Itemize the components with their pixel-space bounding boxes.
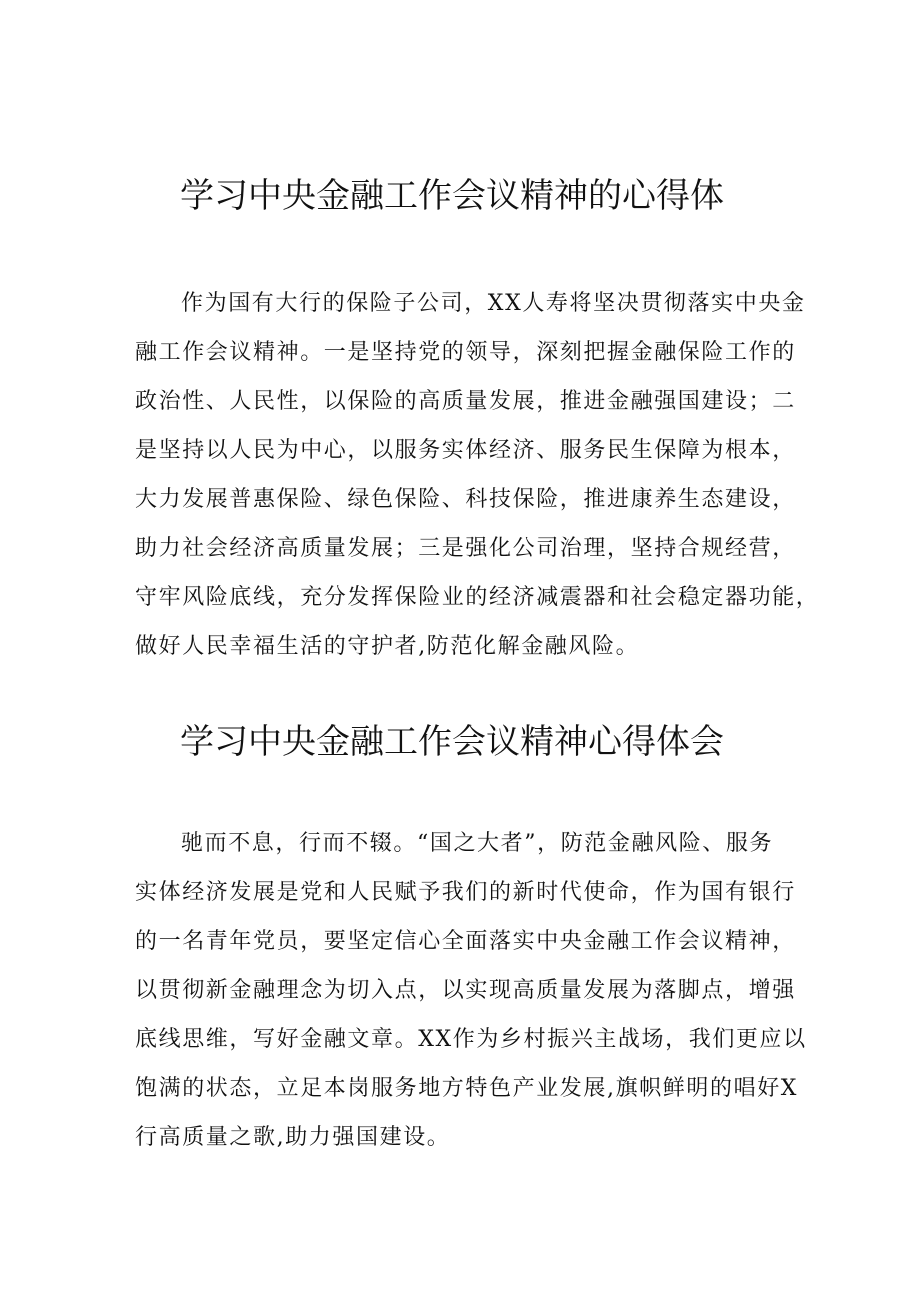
paragraph-line: 融工作会议精神。一是坚持党的领导，深刻把握金融保险工作的: [135, 340, 796, 365]
paragraph-line: 作为国有大行的保险子公司，XX人寿将坚决贯彻落实中央金: [181, 291, 806, 316]
paragraph-line: 的一名青年党员，要坚定信心全面落实中央金融工作会议精神，: [135, 929, 796, 954]
section-1-paragraph: [135, 279, 820, 671]
section-2-paragraph: [135, 819, 807, 1162]
paragraph-line: 守牢风险底线，充分发挥保险业的经济减震器和社会稳定器功能，: [135, 585, 820, 610]
paragraph-line: 大力发展普惠保险、绿色保险、科技保险，推进康养生态建设，: [135, 487, 796, 512]
paragraph-line: 行高质量之歌,助力强国建设。: [135, 1125, 451, 1150]
paragraph-line: 底线思维，写好金融文章。XX作为乡村振兴主战场，我们更应以: [135, 1027, 807, 1052]
paragraph-line: 助力社会经济高质量发展；三是强化公司治理，坚持合规经营，: [135, 536, 796, 561]
paragraph-line: 驰而不息，行而不辍。“国之大者”，防范金融风险、服务: [181, 831, 774, 856]
paragraph-line: 做好人民幸福生活的守护者,防范化解金融风险。: [135, 634, 640, 659]
section-2-title: 学习中央金融工作会议精神心得体会: [180, 722, 724, 762]
paragraph-line: 以贯彻新金融理念为切入点，以实现高质量发展为落脚点，增强: [135, 978, 796, 1003]
paragraph-line: 是坚持以人民为中心，以服务实体经济、服务民生保障为根本，: [135, 438, 796, 463]
paragraph-line: 政治性、人民性，以保险的高质量发展，推进金融强国建设；二: [135, 389, 796, 414]
paragraph-line: 实体经济发展是党和人民赋予我们的新时代使命，作为国有银行: [135, 880, 796, 905]
paragraph-line: 饱满的状态，立足本岗服务地方特色产业发展,旗帜鲜明的唱好X: [135, 1076, 799, 1101]
section-1-title: 学习中央金融工作会议精神的心得体: [180, 176, 724, 216]
